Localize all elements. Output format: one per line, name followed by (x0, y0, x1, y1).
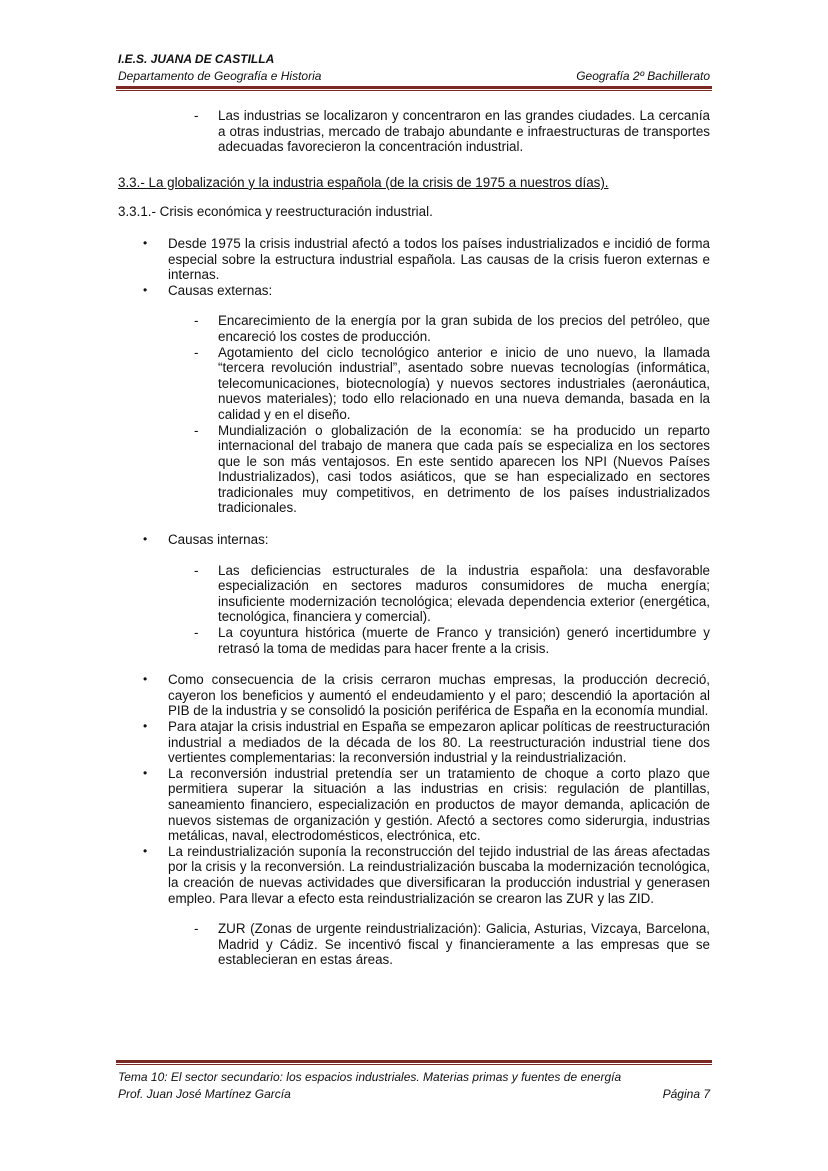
zur-dash-text: ZUR (Zonas de urgente reindustrialización): Galicia, Asturias, Vizcaya, Barcelona, Madrid y Cádiz. Se incentivó fiscal y financieramente a las empresas que se establecieran en estas áreas. (218, 921, 710, 968)
intro-dash-item (118, 108, 710, 155)
page-number: Página 7 (662, 1087, 710, 1101)
header-rule (116, 86, 712, 91)
subsection-heading: 3.3.1.- Crisis económica y reestructuración industrial. (118, 204, 433, 220)
bullet-marker: • (143, 282, 148, 297)
bullet-item (118, 719, 710, 766)
bullet-text: Causas internas: (168, 532, 269, 548)
zur-dash-item (118, 921, 710, 968)
bullet-marker: • (143, 672, 148, 687)
intro-dash-text: Las industrias se localizaron y concentraron en las grandes ciudades. La cercanía a otras industrias, mercado de trabajo abundante e infraestructuras de transportes adecuadas favorecieron la concentración industrial. (218, 108, 710, 155)
school-name: I.E.S. JUANA DE CASTILLA (118, 52, 275, 66)
external-cause-item (118, 313, 710, 344)
internal-cause-item (118, 625, 710, 656)
external-cause-text: Mundialización o globalización de la economía: se ha producido un reparto internacional del trabajo de manera que cada país se especializa en los sectores que le son más ventajosos. En este sentido aparecen los NPI (Nuevos Países Industrializados), casi todos asiáticos, que se han especializado en sectores tradicionales muy competitivos, en detrimento de los países industrializados tradicionales. (218, 422, 710, 516)
bullet-item (118, 766, 710, 844)
bullet-marker: • (143, 765, 148, 780)
dash-marker: - (194, 625, 199, 641)
bullet-item (118, 844, 710, 906)
department-name: Departamento de Geografía e Historia (118, 69, 322, 83)
bullet-text: Causas externas: (168, 282, 273, 298)
bullet-text: Para atajar la crisis industrial en España se empezaron aplicar políticas de reestructuración industrial a mediados de la década de los 80. La reestructuración industrial tiene dos vertientes complementarias: la reconversión industrial y la reindustrialización. (168, 719, 710, 766)
dash-marker: - (194, 108, 199, 123)
bullet-text: La reindustrialización suponía la reconstrucción del tejido industrial de las áreas afectadas por la crisis y la reconversión. La reindustrialización buscaba la modernización tecnológica, la creación de nuevas actividades que diversificaran la producción industrial y generasen empleo. Para llevar a efecto esta reindustrialización se crearon las ZUR y las ZID. (168, 843, 710, 906)
footer-topic: Tema 10: El sector secundario: los espacios industriales. Materias primas y fuentes de energía (118, 1070, 622, 1084)
bullet-item (118, 672, 710, 719)
dash-marker: - (194, 313, 199, 329)
internal-cause-text: Las deficiencias estructurales de la industria española: una desfavorable especialización en sectores maduros consumidores de mucha energía; insuficiente modernización tecnológica; elevada dependencia exterior (energética, tecnológica, financiera y comercial). (218, 562, 710, 625)
internal-cause-text: La coyuntura histórica (muerte de Franco y transición) generó incertidumbre y retrasó la toma de medidas para hacer frente a la crisis. (218, 625, 710, 656)
footer-author: Prof. Juan José Martínez García (118, 1087, 291, 1101)
section-heading: 3.3.- La globalización y la industria española (de la crisis de 1975 a nuestros días). (118, 174, 609, 190)
footer-rule (116, 1060, 712, 1065)
bullet-marker: • (143, 235, 148, 250)
bullet-marker: • (143, 532, 148, 547)
bullet-text: Como consecuencia de la crisis cerraron muchas empresas, la producción decreció, cayeron los beneficios y aumentó el endeudamiento y el paro; descendió la aportación al PIB de la industria y se consolidó la posición periférica de España en la economía mundial. (168, 672, 710, 719)
bullet-text: Desde 1975 la crisis industrial afectó a todos los países industrializados e incidió de forma especial sobre la estructura industrial española. Las causas de la crisis fueron externas e internas. (168, 235, 710, 283)
external-cause-item (118, 345, 710, 423)
subject-name: Geografía 2º Bachillerato (576, 69, 710, 83)
dash-marker: - (194, 422, 199, 438)
bullet-marker: • (143, 843, 148, 858)
external-cause-item (118, 423, 710, 517)
bullet-item (118, 283, 710, 299)
dash-marker: - (194, 562, 199, 578)
bullet-marker: • (143, 719, 148, 733)
internal-cause-item (118, 563, 710, 625)
external-cause-text: Agotamiento del ciclo tecnológico anterior e inicio de uno nuevo, la llamada “tercera revolución industrial”, asentado sobre nuevas tecnologías (informática, telecomunicaciones, biotecnología) y nuevos sectores industriales (aeronáutica, nuevos materiales); todo ello relacionado en una nueva demanda, basada en la calidad y en el diseño. (218, 344, 710, 422)
dash-marker: - (194, 921, 199, 937)
bullet-item (118, 532, 710, 548)
bullet-text: La reconversión industrial pretendía ser un tratamiento de choque a corto plazo que permitiera superar la situación a las industrias en crisis: regulación de plantillas, saneamiento financiero, especialización en productos de mayor demanda, aplicación de nuevos sistemas de organización y gestión. Afectó a sectores como siderurgia, industrias metálicas, naval, electrodomésticos, electrónica, etc. (168, 765, 710, 844)
bullet-item (118, 236, 710, 283)
external-cause-text: Encarecimiento de la energía por la gran subida de los precios del petróleo, que encareció los costes de producción. (218, 313, 710, 344)
dash-marker: - (194, 344, 199, 360)
document-body (118, 108, 710, 968)
